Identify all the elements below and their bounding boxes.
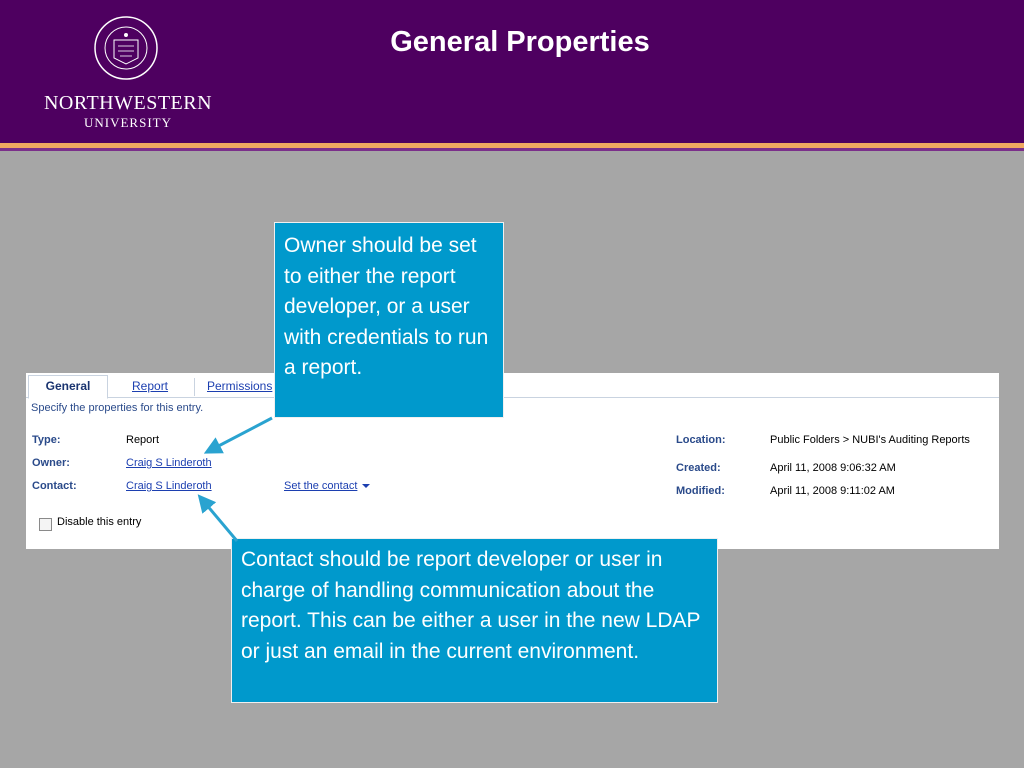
location-value: Public Folders > NUBI's Auditing Reports [770,434,970,446]
disable-entry-label: Disable this entry [57,516,142,528]
university-seal-icon [94,16,158,80]
owner-link[interactable]: Craig S Linderoth [126,457,212,469]
header-stripe-secondary [0,148,1024,151]
contact-label: Contact: [32,480,77,492]
logo-line-1: NORTHWESTERN [43,92,213,114]
tab-report[interactable]: Report [132,379,169,393]
owner-label: Owner: [32,457,70,469]
owner-callout: Owner should be set to either the report developer, or a user with credentials to run a report. [274,222,504,418]
created-label: Created: [676,462,721,474]
type-value: Report [126,434,160,446]
modified-label: Modified: [676,485,725,497]
set-contact-label: Set the contact [284,480,358,492]
location-label: Location: [676,434,726,446]
chevron-down-icon [362,484,370,488]
contact-callout: Contact should be report developer or user in charge of handling communication about the report. This can be either a user in the new LDAP or just an email in the current environment. [231,538,718,703]
tab-bar [26,373,999,398]
modified-value: April 11, 2008 9:11:02 AM [770,485,895,497]
properties-screenshot [26,373,999,549]
created-value: April 11, 2008 9:06:32 AM [770,462,896,474]
university-logo [18,92,238,131]
slide-title: General Properties [390,26,650,58]
logo-line-2: UNIVERSITY [84,115,172,130]
contact-link[interactable]: Craig S Linderoth [126,480,212,492]
tab-general[interactable]: General [28,375,108,399]
description-text: Specify the properties for this entry. [31,402,204,414]
set-contact-link[interactable] [284,480,370,492]
disable-entry-checkbox[interactable] [39,518,52,531]
slide-header [0,0,1024,143]
tab-separator [194,378,195,396]
type-label: Type: [32,434,61,446]
tab-permissions[interactable]: Permissions [207,379,273,393]
